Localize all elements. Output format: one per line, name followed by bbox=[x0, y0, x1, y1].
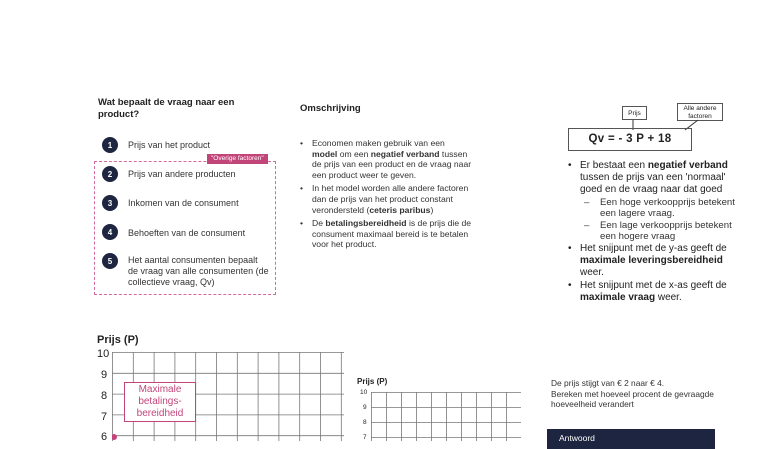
right-bullet: • Er bestaat een negatief verband tussen de prijs van een 'normaal' goed en de vraag naar dat goed – Een hoge verkoopprijs betekent een lagere vraag. – Een lage verkoopprijs betekent een hogere vraag bbox=[566, 160, 744, 243]
factor-number: 5 bbox=[102, 253, 118, 269]
chart2-tick: 7 bbox=[363, 434, 367, 441]
factor-4 bbox=[102, 224, 118, 240]
middle-title: Omschrijving bbox=[300, 103, 361, 114]
factor-5-text: Het aantal consumenten bepaalt de vraag van alle consumenten (de collectieve vraag, Qv) bbox=[128, 255, 269, 287]
chart2-tick: 10 bbox=[360, 389, 368, 396]
chart1-tick: 7 bbox=[101, 411, 108, 423]
sub-bullet: – Een lage verkoopprijs betekent een hogere vraag bbox=[580, 220, 744, 243]
other-factors-label: Alle andere factoren bbox=[677, 103, 723, 121]
factor-1 bbox=[102, 137, 118, 153]
right-bullet: • Het snijpunt met de x-as geeft de maximale vraag weer. bbox=[566, 280, 744, 304]
factor-2-text: Prijs van andere producten bbox=[128, 169, 236, 179]
formula-box bbox=[568, 128, 692, 151]
factor-1-text: Prijs van het product bbox=[128, 140, 211, 150]
factor-3 bbox=[102, 195, 118, 211]
chart1-tick: 6 bbox=[101, 431, 108, 443]
factor-number: 1 bbox=[102, 137, 118, 153]
chart1-tick: 9 bbox=[101, 369, 108, 381]
answer-button[interactable]: Antwoord bbox=[547, 429, 715, 449]
chart2-grid bbox=[371, 392, 521, 441]
middle-bullet: • Economen maken gebruik van een model om een negatief verband tussen de prijs van een product en de vraag naar een product weer te geven. bbox=[300, 138, 472, 180]
task-line-2: Bereken met hoeveel procent de gevraagde hoeveelheid verandert bbox=[551, 388, 714, 409]
middle-bullet: • De betalingsbereidheid is de prijs die de consument maximaal bereid is te betalen voor het product. bbox=[300, 218, 472, 250]
chart1-tick: 10 bbox=[97, 348, 110, 360]
chart1-ylabel: Prijs (P) bbox=[97, 334, 139, 346]
left-title: Wat bepaalt de vraag naar een product? bbox=[98, 97, 235, 120]
factor-3-text: Inkomen van de consument bbox=[128, 198, 239, 208]
other-factors-tag: "Overige factoren" bbox=[207, 154, 268, 164]
factor-2 bbox=[102, 166, 118, 182]
factor-number: 3 bbox=[102, 195, 118, 211]
sub-list bbox=[580, 197, 744, 243]
task-line-1: De prijs stijgt van € 2 naar € 4. bbox=[551, 378, 665, 388]
right-bullets bbox=[566, 160, 744, 304]
chart1-annotation: Maximale betalings-bereidheid bbox=[124, 382, 196, 422]
right-bullet: • Het snijpunt met de y-as geeft de maximale leveringsbereidheid weer. bbox=[566, 243, 744, 280]
middle-bullets bbox=[300, 138, 472, 253]
factor-number: 2 bbox=[102, 166, 118, 182]
chart2-tick: 8 bbox=[363, 419, 367, 426]
formula-text: Qv = - 3 P + 18 bbox=[588, 133, 672, 145]
prijs-label: Prijs bbox=[622, 106, 647, 120]
chart2-ylabel: Prijs (P) bbox=[357, 377, 388, 386]
factor-5 bbox=[102, 253, 118, 269]
chart1-tick: 8 bbox=[101, 390, 108, 402]
chart1-point bbox=[112, 434, 117, 440]
task-text bbox=[551, 378, 731, 410]
sub-bullet: – Een hoge verkoopprijs betekent een lagere vraag. bbox=[580, 197, 744, 220]
factor-4-text: Behoeften van de consument bbox=[128, 228, 246, 238]
middle-bullet: • In het model worden alle andere factoren dan de prijs van het product constant verondersteld (ceteris paribus) bbox=[300, 183, 472, 215]
chart2-tick: 9 bbox=[363, 404, 367, 411]
factor-number: 4 bbox=[102, 224, 118, 240]
